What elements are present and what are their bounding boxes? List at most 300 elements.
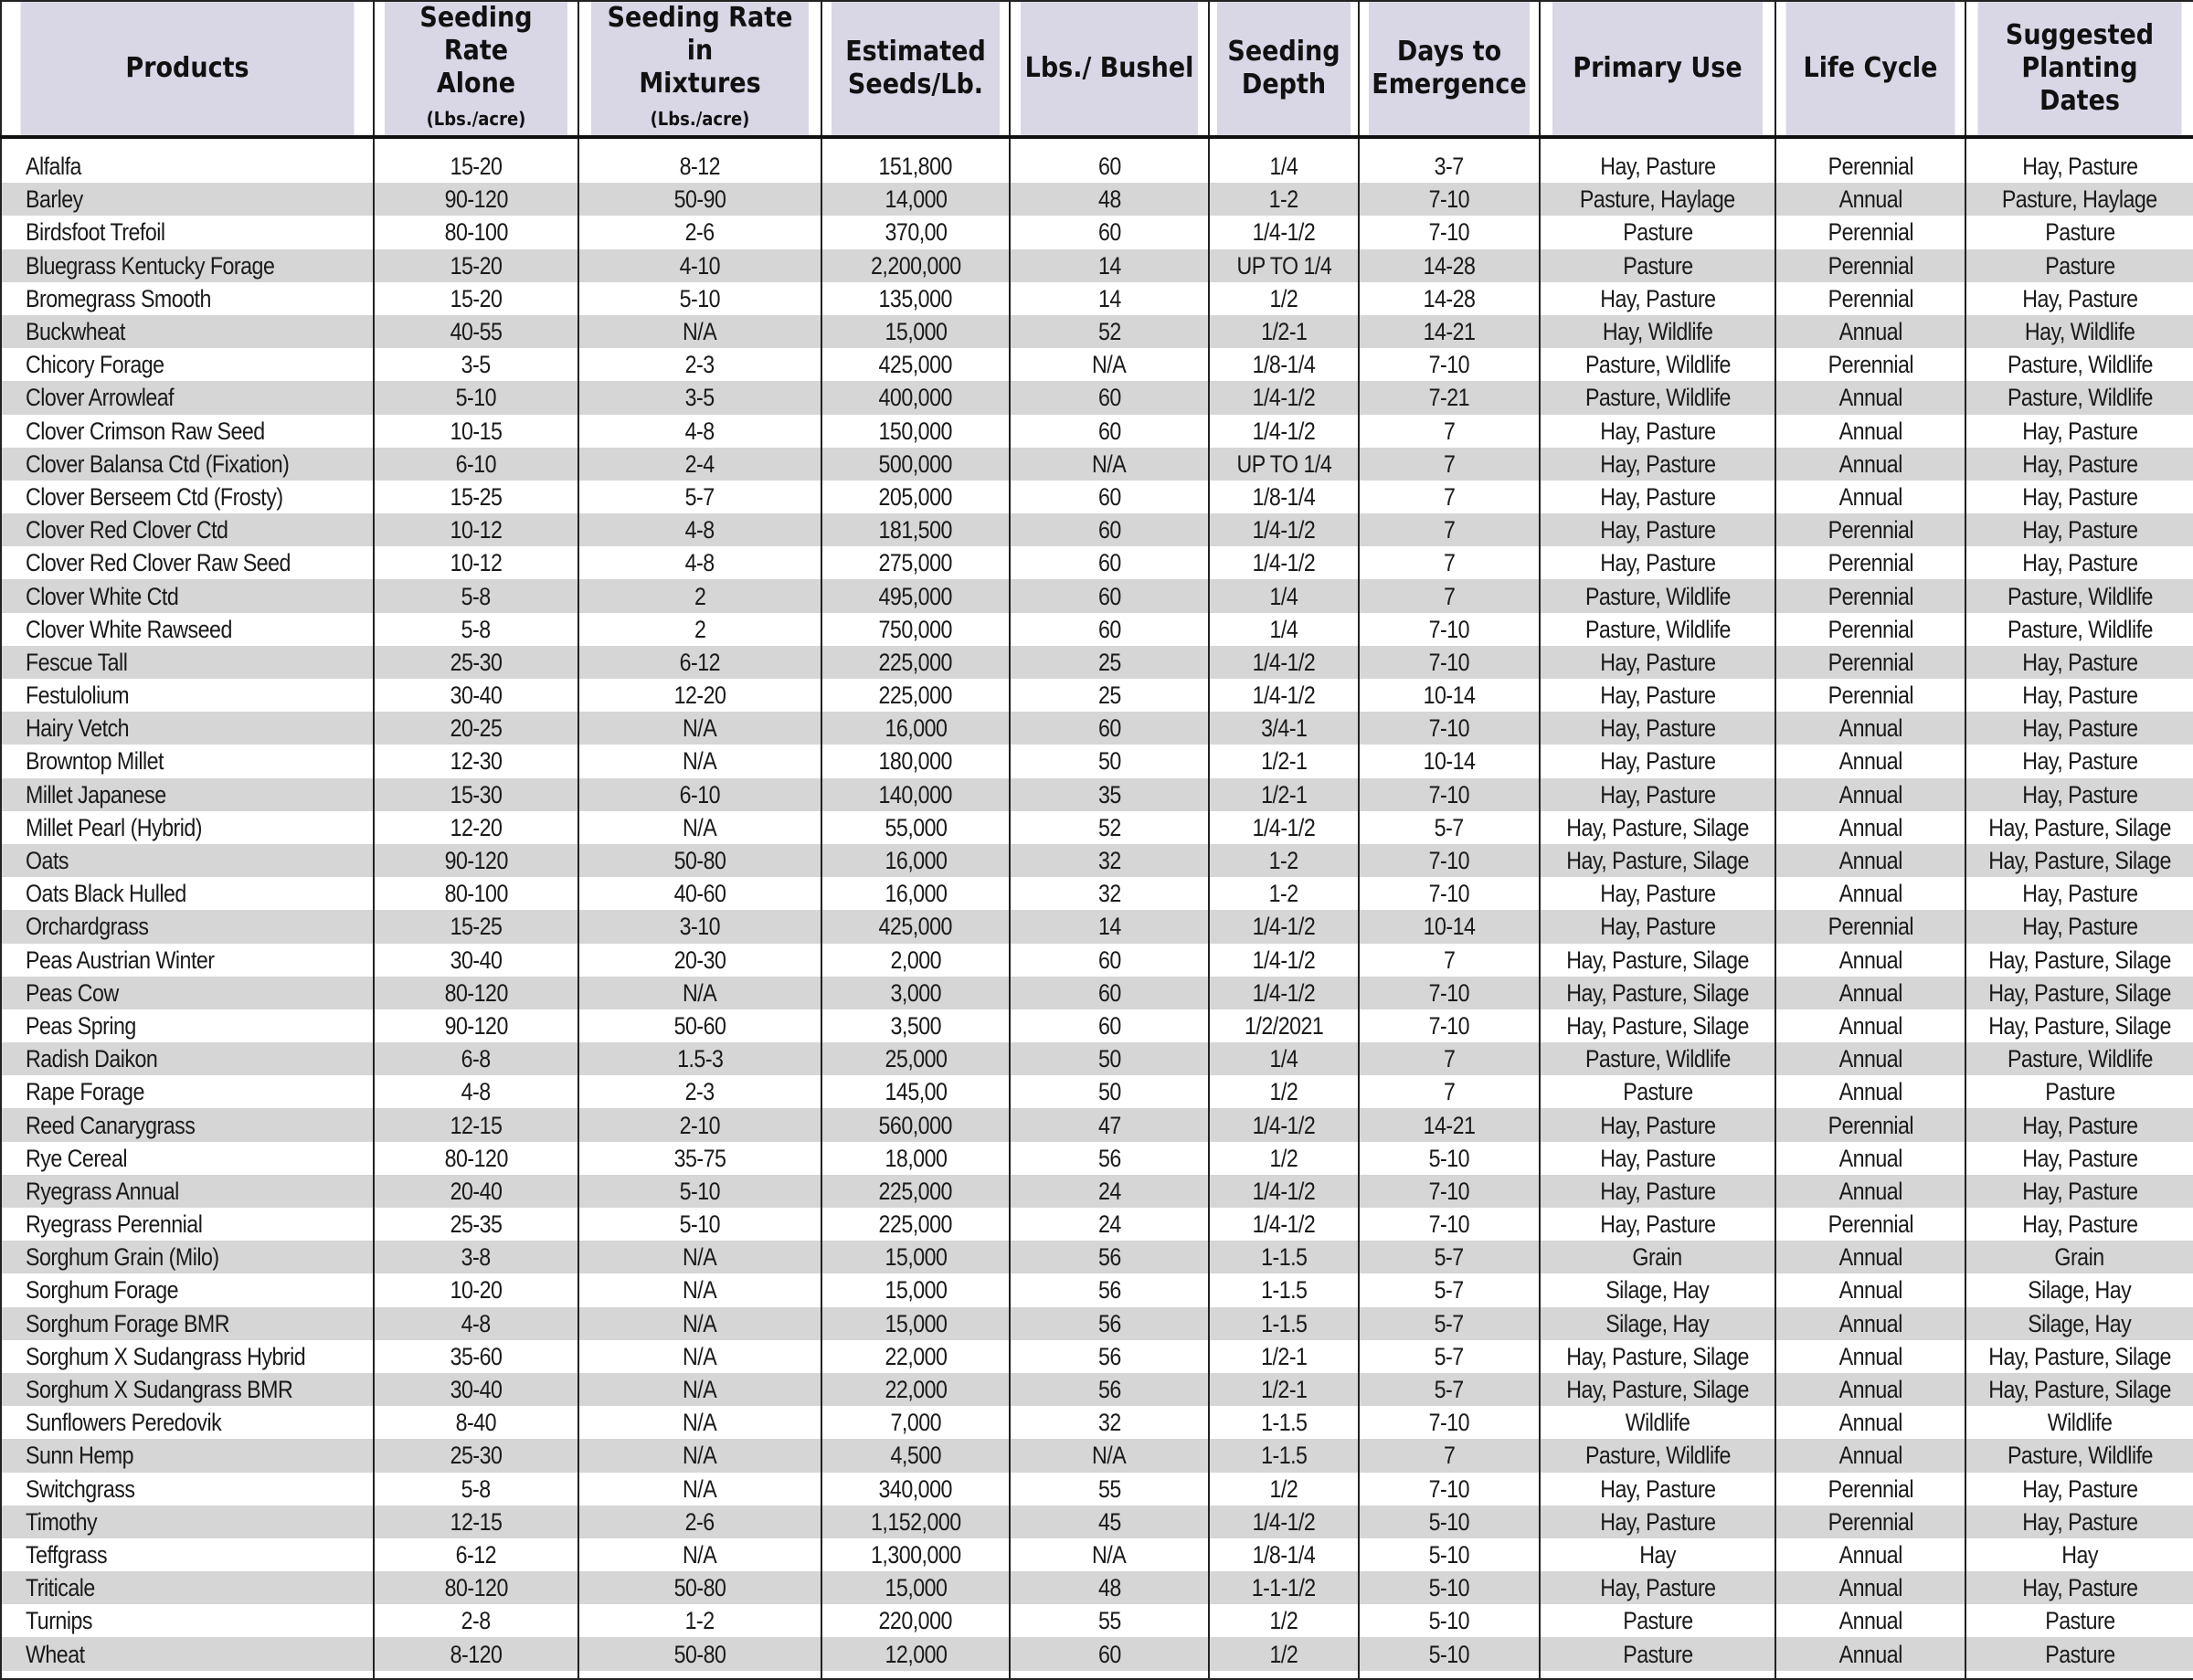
cell-days-to-emergence xyxy=(1359,1241,1540,1273)
cell-rate-mixtures-text: 50-90 xyxy=(673,185,726,214)
table-row xyxy=(1,415,2193,448)
cell-rate-mixtures xyxy=(578,249,821,282)
cell-product-text: Rape Forage xyxy=(26,1078,144,1106)
cell-rate-alone-text: 10-12 xyxy=(450,549,503,577)
cell-seeding-depth xyxy=(1209,646,1359,679)
cell-lbs-per-bushel xyxy=(1010,1009,1209,1042)
cell-seeds-per-lb xyxy=(821,579,1010,612)
cell-primary-use-text: Hay, Pasture xyxy=(1599,284,1716,312)
col-header-line2: Planting Dates xyxy=(2021,52,2138,117)
cell-lbs-per-bushel xyxy=(1010,249,1209,282)
cell-product-text: Millet Japanese xyxy=(26,780,166,808)
cell-product-text: Bromegrass Smooth xyxy=(26,284,211,312)
cell-rate-alone-text: 30-40 xyxy=(450,1376,503,1404)
cell-seeds-per-lb-text: 135,000 xyxy=(878,284,953,312)
cell-planting-dates-text: Hay, Pasture, Silage xyxy=(1988,978,2171,1007)
cell-rate-mixtures-text: N/A xyxy=(683,1474,717,1503)
cell-days-to-emergence-text: 7 xyxy=(1443,946,1456,974)
cell-life-cycle-text: Annual xyxy=(1838,1011,1902,1040)
cell-seeds-per-lb-text: 7,000 xyxy=(890,1409,941,1437)
cell-life-cycle-text: Perennial xyxy=(1828,1210,1913,1239)
cell-seeds-per-lb-text: 275,000 xyxy=(878,549,953,577)
cell-seeding-depth-text: 1/4-1/2 xyxy=(1252,218,1316,247)
cell-seeding-depth-text: 1/8-1/4 xyxy=(1252,351,1316,379)
cell-seeding-depth xyxy=(1209,977,1359,1009)
cell-lbs-per-bushel xyxy=(1010,1571,1209,1604)
cell-rate-alone-text: 8-40 xyxy=(455,1409,497,1437)
cell-primary-use xyxy=(1540,679,1775,712)
cell-primary-use-text: Hay, Pasture xyxy=(1599,1144,1716,1172)
cell-life-cycle xyxy=(1775,1538,1965,1571)
cell-seeding-depth-text: 1/2 xyxy=(1269,1144,1298,1172)
cell-life-cycle xyxy=(1775,679,1965,712)
cell-seeds-per-lb xyxy=(821,1075,1010,1108)
table-row xyxy=(1,315,2193,348)
cell-seeds-per-lb xyxy=(821,249,1010,282)
col-header-line1: Estimated xyxy=(845,36,986,68)
cell-primary-use-text: Wildlife xyxy=(1625,1409,1690,1437)
cell-seeds-per-lb xyxy=(821,877,1010,910)
cell-life-cycle xyxy=(1775,1075,1965,1108)
cell-seeding-depth-text: 1/4-1/2 xyxy=(1252,549,1316,577)
cell-rate-mixtures-text: N/A xyxy=(683,318,717,346)
cell-product xyxy=(1,1473,374,1506)
cell-seeding-depth xyxy=(1209,712,1359,745)
col-header-line1: Suggested xyxy=(2005,19,2155,51)
cell-life-cycle-text: Annual xyxy=(1838,1177,1902,1205)
cell-product xyxy=(1,150,374,183)
cell-lbs-per-bushel-text: 56 xyxy=(1097,1144,1121,1172)
cell-days-to-emergence xyxy=(1359,877,1540,910)
table-row xyxy=(1,977,2193,1009)
cell-seeds-per-lb xyxy=(821,778,1010,811)
cell-seeds-per-lb xyxy=(821,910,1010,943)
cell-seeding-depth xyxy=(1209,1473,1359,1506)
col-header-line2: Alone xyxy=(436,68,516,100)
table-row xyxy=(1,1175,2193,1208)
cell-lbs-per-bushel-text: 50 xyxy=(1097,747,1121,776)
cell-primary-use-text: Pasture, Wildlife xyxy=(1584,1442,1731,1470)
table-row xyxy=(1,216,2193,248)
cell-seeding-depth-text: 1-1.5 xyxy=(1260,1243,1308,1272)
cell-life-cycle xyxy=(1775,1142,1965,1175)
cell-product-text: Ryegrass Perennial xyxy=(26,1210,203,1239)
cell-rate-mixtures xyxy=(578,1108,821,1141)
cell-product xyxy=(1,1406,374,1439)
cell-rate-mixtures-text: N/A xyxy=(683,1342,717,1370)
table-row xyxy=(1,381,2193,414)
cell-lbs-per-bushel-text: 56 xyxy=(1097,1309,1121,1337)
cell-seeds-per-lb-text: 16,000 xyxy=(885,714,947,743)
cell-planting-dates-text: Hay, Pasture xyxy=(2021,449,2138,478)
cell-rate-mixtures-text: N/A xyxy=(683,1309,717,1337)
cell-seeds-per-lb xyxy=(821,1473,1010,1506)
cell-rate-mixtures xyxy=(578,1307,821,1340)
cell-days-to-emergence xyxy=(1359,546,1540,579)
cell-rate-alone-text: 6-8 xyxy=(461,1045,492,1073)
cell-days-to-emergence xyxy=(1359,216,1540,248)
cell-rate-alone xyxy=(374,448,578,481)
cell-planting-dates xyxy=(1965,1506,2193,1538)
cell-rate-mixtures-text: 5-10 xyxy=(679,284,721,312)
cell-product-text: Orchardgrass xyxy=(26,913,149,941)
cell-seeds-per-lb-text: 140,000 xyxy=(878,780,953,808)
cell-rate-mixtures xyxy=(578,1571,821,1604)
cell-lbs-per-bushel-text: 14 xyxy=(1097,284,1121,312)
cell-rate-alone-text: 12-20 xyxy=(450,813,503,841)
cell-life-cycle-text: Annual xyxy=(1838,946,1902,974)
table-row xyxy=(1,1273,2193,1306)
table-row xyxy=(1,1009,2193,1042)
cell-days-to-emergence xyxy=(1359,1406,1540,1439)
cell-rate-alone-text: 20-40 xyxy=(450,1177,503,1205)
cell-seeds-per-lb-text: 3,500 xyxy=(890,1011,941,1040)
cell-seeding-depth xyxy=(1209,877,1359,910)
cell-rate-mixtures-text: N/A xyxy=(683,1540,717,1569)
cell-seeds-per-lb-text: 55,000 xyxy=(885,813,947,841)
cell-rate-mixtures-text: N/A xyxy=(683,813,717,841)
cell-rate-alone-text: 25-35 xyxy=(450,1210,503,1239)
cell-product-text: Sorghum Forage BMR xyxy=(26,1309,230,1337)
cell-rate-mixtures-text: N/A xyxy=(683,747,717,776)
cell-planting-dates-text: Hay, Pasture xyxy=(2021,1574,2138,1602)
cell-planting-dates xyxy=(1965,216,2193,248)
cell-life-cycle xyxy=(1775,1406,1965,1439)
cell-planting-dates xyxy=(1965,1307,2193,1340)
cell-planting-dates-text: Hay, Pasture xyxy=(2021,1507,2138,1536)
table-row xyxy=(1,1571,2193,1604)
cell-days-to-emergence xyxy=(1359,1175,1540,1208)
cell-rate-mixtures-text: 2-10 xyxy=(679,1111,721,1139)
cell-product xyxy=(1,1538,374,1571)
cell-life-cycle xyxy=(1775,1439,1965,1472)
cell-lbs-per-bushel xyxy=(1010,1473,1209,1506)
cell-product xyxy=(1,1340,374,1373)
cell-primary-use xyxy=(1540,1175,1775,1208)
col-header-label: Products xyxy=(125,52,249,84)
cell-days-to-emergence-text: 7 xyxy=(1443,482,1456,511)
cell-seeds-per-lb xyxy=(821,1637,1010,1670)
cell-lbs-per-bushel-text: 14 xyxy=(1097,913,1121,941)
cell-rate-mixtures-text: 5-7 xyxy=(684,482,715,511)
cell-days-to-emergence xyxy=(1359,613,1540,646)
cell-seeding-depth xyxy=(1209,481,1359,513)
cell-seeds-per-lb xyxy=(821,183,1010,216)
cell-product xyxy=(1,216,374,248)
cell-primary-use-text: Silage, Hay xyxy=(1605,1276,1710,1305)
cell-primary-use xyxy=(1540,1571,1775,1604)
cell-product-text: Teffgrass xyxy=(26,1540,108,1569)
cell-life-cycle xyxy=(1775,844,1965,877)
cell-planting-dates-text: Hay, Pasture xyxy=(2021,682,2138,710)
cell-rate-alone-text: 15-25 xyxy=(450,913,503,941)
cell-seeding-depth xyxy=(1209,448,1359,481)
cell-primary-use xyxy=(1540,216,1775,248)
cell-seeding-depth-text: 1-1.5 xyxy=(1260,1309,1308,1337)
cell-product xyxy=(1,944,374,977)
cell-product-text: Reed Canarygrass xyxy=(26,1111,196,1139)
cell-product-text: Timothy xyxy=(26,1507,98,1536)
cell-seeding-depth xyxy=(1209,216,1359,248)
cell-lbs-per-bushel xyxy=(1010,811,1209,844)
cell-life-cycle xyxy=(1775,1273,1965,1306)
cell-primary-use-text: Hay, Pasture xyxy=(1599,1210,1716,1239)
cell-seeds-per-lb-text: 15,000 xyxy=(885,1574,947,1602)
cell-rate-alone-text: 30-40 xyxy=(450,946,503,974)
cell-lbs-per-bushel xyxy=(1010,216,1209,248)
cell-primary-use-text: Hay xyxy=(1639,1540,1676,1569)
cell-seeds-per-lb-text: 145,00 xyxy=(885,1078,947,1106)
cell-days-to-emergence-text: 5-7 xyxy=(1434,1309,1465,1337)
cell-life-cycle-text: Perennial xyxy=(1828,1111,1913,1139)
cell-rate-alone-text: 3-8 xyxy=(461,1243,492,1272)
cell-days-to-emergence-text: 7 xyxy=(1443,1045,1456,1073)
cell-seeds-per-lb-text: 15,000 xyxy=(885,318,947,346)
cell-rate-mixtures xyxy=(578,282,821,315)
cell-product xyxy=(1,1108,374,1141)
cell-seeding-depth xyxy=(1209,1373,1359,1406)
cell-planting-dates xyxy=(1965,1075,2193,1108)
cell-primary-use xyxy=(1540,877,1775,910)
cell-life-cycle xyxy=(1775,1473,1965,1506)
col-header-seeding-rate-mixtures xyxy=(590,1,809,137)
cell-lbs-per-bushel xyxy=(1010,712,1209,745)
cell-primary-use xyxy=(1540,1241,1775,1273)
cell-seeding-depth-text: 1/4-1/2 xyxy=(1252,516,1316,544)
cell-days-to-emergence xyxy=(1359,1108,1540,1141)
cell-lbs-per-bushel xyxy=(1010,1307,1209,1340)
cell-rate-mixtures xyxy=(578,877,821,910)
cell-rate-mixtures xyxy=(578,977,821,1009)
cell-planting-dates xyxy=(1965,1473,2193,1506)
cell-planting-dates-text: Pasture, Wildlife xyxy=(2007,384,2153,412)
cell-seeds-per-lb xyxy=(821,216,1010,248)
cell-rate-mixtures-text: N/A xyxy=(683,714,717,743)
cell-days-to-emergence xyxy=(1359,1075,1540,1108)
table-row xyxy=(1,1108,2193,1141)
cell-rate-alone-text: 6-12 xyxy=(455,1540,497,1569)
cell-product xyxy=(1,1506,374,1538)
cell-days-to-emergence-text: 14-21 xyxy=(1423,1111,1476,1139)
table-row xyxy=(1,1340,2193,1373)
cell-product-text: Sorghum Forage xyxy=(26,1276,179,1305)
cell-rate-mixtures-text: 40-60 xyxy=(673,880,726,908)
cell-life-cycle xyxy=(1775,150,1965,183)
cell-lbs-per-bushel-text: N/A xyxy=(1092,1442,1127,1470)
cell-planting-dates-text: Pasture xyxy=(2044,1640,2115,1668)
cell-life-cycle xyxy=(1775,1108,1965,1141)
cell-product xyxy=(1,183,374,216)
cell-planting-dates-text: Hay, Pasture xyxy=(2021,549,2138,577)
cell-primary-use-text: Hay, Pasture xyxy=(1599,648,1716,676)
cell-primary-use-text: Hay, Pasture xyxy=(1599,549,1716,577)
cell-primary-use-text: Hay, Pasture, Silage xyxy=(1566,946,1749,974)
cell-seeds-per-lb-text: 14,000 xyxy=(885,185,947,214)
cell-seeding-depth xyxy=(1209,150,1359,183)
cell-lbs-per-bushel-text: 60 xyxy=(1097,384,1121,412)
table-row xyxy=(1,1307,2193,1340)
cell-seeds-per-lb-text: 15,000 xyxy=(885,1276,947,1305)
cell-primary-use xyxy=(1540,844,1775,877)
cell-seeding-depth xyxy=(1209,613,1359,646)
table-row xyxy=(1,646,2193,679)
cell-rate-alone-text: 15-20 xyxy=(450,284,503,312)
cell-planting-dates-text: Pasture, Haylage xyxy=(2002,185,2157,214)
cell-days-to-emergence-text: 14-28 xyxy=(1423,251,1476,280)
cell-rate-alone-text: 80-120 xyxy=(444,978,508,1007)
cell-days-to-emergence-text: 7 xyxy=(1443,516,1456,544)
cell-seeding-depth-text: 1/4-1/2 xyxy=(1252,978,1316,1007)
cell-rate-alone-text: 3-5 xyxy=(461,351,492,379)
cell-days-to-emergence xyxy=(1359,315,1540,348)
cell-seeds-per-lb-text: 340,000 xyxy=(878,1474,953,1503)
cell-product-text: Buckwheat xyxy=(26,318,125,346)
cell-rate-alone-text: 10-12 xyxy=(450,516,503,544)
cell-primary-use-text: Hay, Pasture xyxy=(1599,417,1716,445)
cell-lbs-per-bushel xyxy=(1010,646,1209,679)
cell-days-to-emergence-text: 7-10 xyxy=(1428,1177,1470,1205)
cell-seeding-depth xyxy=(1209,249,1359,282)
cell-product xyxy=(1,844,374,877)
cell-days-to-emergence-text: 10-14 xyxy=(1423,682,1476,710)
cell-seeding-depth xyxy=(1209,1042,1359,1075)
cell-life-cycle xyxy=(1775,1506,1965,1538)
cell-planting-dates xyxy=(1965,1273,2193,1306)
cell-rate-alone xyxy=(374,1142,578,1175)
cell-planting-dates xyxy=(1965,1208,2193,1241)
cell-primary-use xyxy=(1540,1406,1775,1439)
cell-rate-alone xyxy=(374,1108,578,1141)
table-row xyxy=(1,1241,2193,1273)
cell-product-text: Triticale xyxy=(26,1574,95,1602)
cell-primary-use-text: Hay, Pasture, Silage xyxy=(1566,978,1749,1007)
cell-primary-use-text: Hay, Pasture xyxy=(1599,153,1716,181)
cell-life-cycle-text: Annual xyxy=(1838,847,1902,875)
cell-life-cycle-text: Annual xyxy=(1838,880,1902,908)
cell-rate-mixtures-text: N/A xyxy=(683,1442,717,1470)
cell-rate-alone xyxy=(374,249,578,282)
col-header-label: Life Cycle xyxy=(1803,52,1938,84)
cell-lbs-per-bushel xyxy=(1010,415,1209,448)
cell-seeding-depth-text: 1/2 xyxy=(1269,1640,1298,1668)
table-row xyxy=(1,282,2193,315)
cell-planting-dates xyxy=(1965,646,2193,679)
cell-planting-dates-text: Hay, Pasture xyxy=(2021,417,2138,445)
cell-days-to-emergence xyxy=(1359,282,1540,315)
cell-product-text: Millet Pearl (Hybrid) xyxy=(26,813,203,841)
cell-primary-use-text: Pasture, Wildlife xyxy=(1584,351,1731,379)
cell-primary-use xyxy=(1540,1042,1775,1075)
cell-days-to-emergence xyxy=(1359,1571,1540,1604)
cell-rate-mixtures xyxy=(578,1009,821,1042)
cell-primary-use-text: Hay, Pasture xyxy=(1599,913,1716,941)
cell-rate-mixtures xyxy=(578,216,821,248)
cell-seeds-per-lb-text: 2,200,000 xyxy=(870,251,961,280)
cell-rate-mixtures-text: 2-6 xyxy=(684,1507,715,1536)
cell-days-to-emergence xyxy=(1359,1439,1540,1472)
cell-seeds-per-lb xyxy=(821,481,1010,513)
cell-product-text: Clover Red Clover Ctd xyxy=(26,516,228,544)
cell-rate-alone xyxy=(374,579,578,612)
cell-primary-use xyxy=(1540,1273,1775,1306)
cell-product-text: Clover White Ctd xyxy=(26,582,179,610)
cell-planting-dates-text: Silage, Hay xyxy=(2028,1309,2132,1337)
cell-seeds-per-lb xyxy=(821,1273,1010,1306)
cell-product xyxy=(1,679,374,712)
cell-product xyxy=(1,1571,374,1604)
cell-seeding-depth-text: 1/2/2021 xyxy=(1244,1011,1324,1040)
cell-rate-mixtures-text: 1-2 xyxy=(684,1607,715,1635)
cell-life-cycle-text: Annual xyxy=(1838,417,1902,445)
cell-life-cycle-text: Perennial xyxy=(1828,153,1913,181)
cell-planting-dates-text: Hay, Pasture xyxy=(2021,516,2138,544)
cell-rate-mixtures xyxy=(578,613,821,646)
cell-planting-dates-text: Pasture xyxy=(2044,218,2115,247)
cell-life-cycle xyxy=(1775,481,1965,513)
table-row xyxy=(1,944,2193,977)
cell-planting-dates-text: Pasture xyxy=(2044,251,2115,280)
cell-primary-use xyxy=(1540,1142,1775,1175)
cell-seeds-per-lb-text: 220,000 xyxy=(878,1607,953,1635)
cell-seeds-per-lb-text: 4,500 xyxy=(890,1442,941,1470)
cell-rate-mixtures-text: N/A xyxy=(683,1409,717,1437)
cell-planting-dates xyxy=(1965,1142,2193,1175)
cell-days-to-emergence-text: 3-7 xyxy=(1434,153,1465,181)
cell-seeding-depth-text: 1/2-1 xyxy=(1260,780,1308,808)
cell-life-cycle-text: Annual xyxy=(1838,384,1902,412)
cell-life-cycle xyxy=(1775,282,1965,315)
cell-planting-dates xyxy=(1965,1108,2193,1141)
cell-seeding-depth-text: 1-2 xyxy=(1268,880,1299,908)
table-row xyxy=(1,778,2193,811)
cell-life-cycle-text: Perennial xyxy=(1828,218,1913,247)
cell-product xyxy=(1,811,374,844)
cell-lbs-per-bushel-text: N/A xyxy=(1092,449,1127,478)
cell-seeds-per-lb-text: 205,000 xyxy=(878,482,953,511)
table-header-row xyxy=(1,1,2193,137)
cell-seeds-per-lb-text: 22,000 xyxy=(885,1342,947,1370)
cell-seeds-per-lb-text: 150,000 xyxy=(878,417,953,445)
cell-lbs-per-bushel xyxy=(1010,1538,1209,1571)
cell-lbs-per-bushel xyxy=(1010,150,1209,183)
cell-seeding-depth-text: 1/4 xyxy=(1269,1045,1298,1073)
cell-seeds-per-lb-text: 225,000 xyxy=(878,1210,953,1239)
cell-rate-alone xyxy=(374,1307,578,1340)
cell-product-text: Sunn Hemp xyxy=(26,1442,133,1470)
cell-lbs-per-bushel-text: 60 xyxy=(1097,516,1121,544)
cell-rate-mixtures xyxy=(578,778,821,811)
cell-planting-dates xyxy=(1965,1604,2193,1637)
cell-lbs-per-bushel xyxy=(1010,1604,1209,1637)
cell-life-cycle-text: Perennial xyxy=(1828,351,1913,379)
cell-primary-use xyxy=(1540,1439,1775,1472)
cell-seeding-depth-text: 1/4-1/2 xyxy=(1252,384,1316,412)
cell-seeding-depth-text: UP TO 1/4 xyxy=(1236,251,1331,280)
cell-days-to-emergence-text: 7-10 xyxy=(1428,714,1470,743)
cell-days-to-emergence-text: 7 xyxy=(1443,1078,1456,1106)
cell-days-to-emergence xyxy=(1359,712,1540,745)
cell-product-text: Birdsfoot Trefoil xyxy=(26,218,165,247)
cell-lbs-per-bushel xyxy=(1010,282,1209,315)
cell-product xyxy=(1,415,374,448)
cell-rate-mixtures-text: 5-10 xyxy=(679,1210,721,1239)
cell-days-to-emergence xyxy=(1359,977,1540,1009)
cell-primary-use-text: Hay, Pasture, Silage xyxy=(1566,1342,1749,1370)
cell-life-cycle xyxy=(1775,546,1965,579)
cell-rate-alone xyxy=(374,1637,578,1670)
cell-life-cycle-text: Annual xyxy=(1838,318,1902,346)
cell-product xyxy=(1,1175,374,1208)
